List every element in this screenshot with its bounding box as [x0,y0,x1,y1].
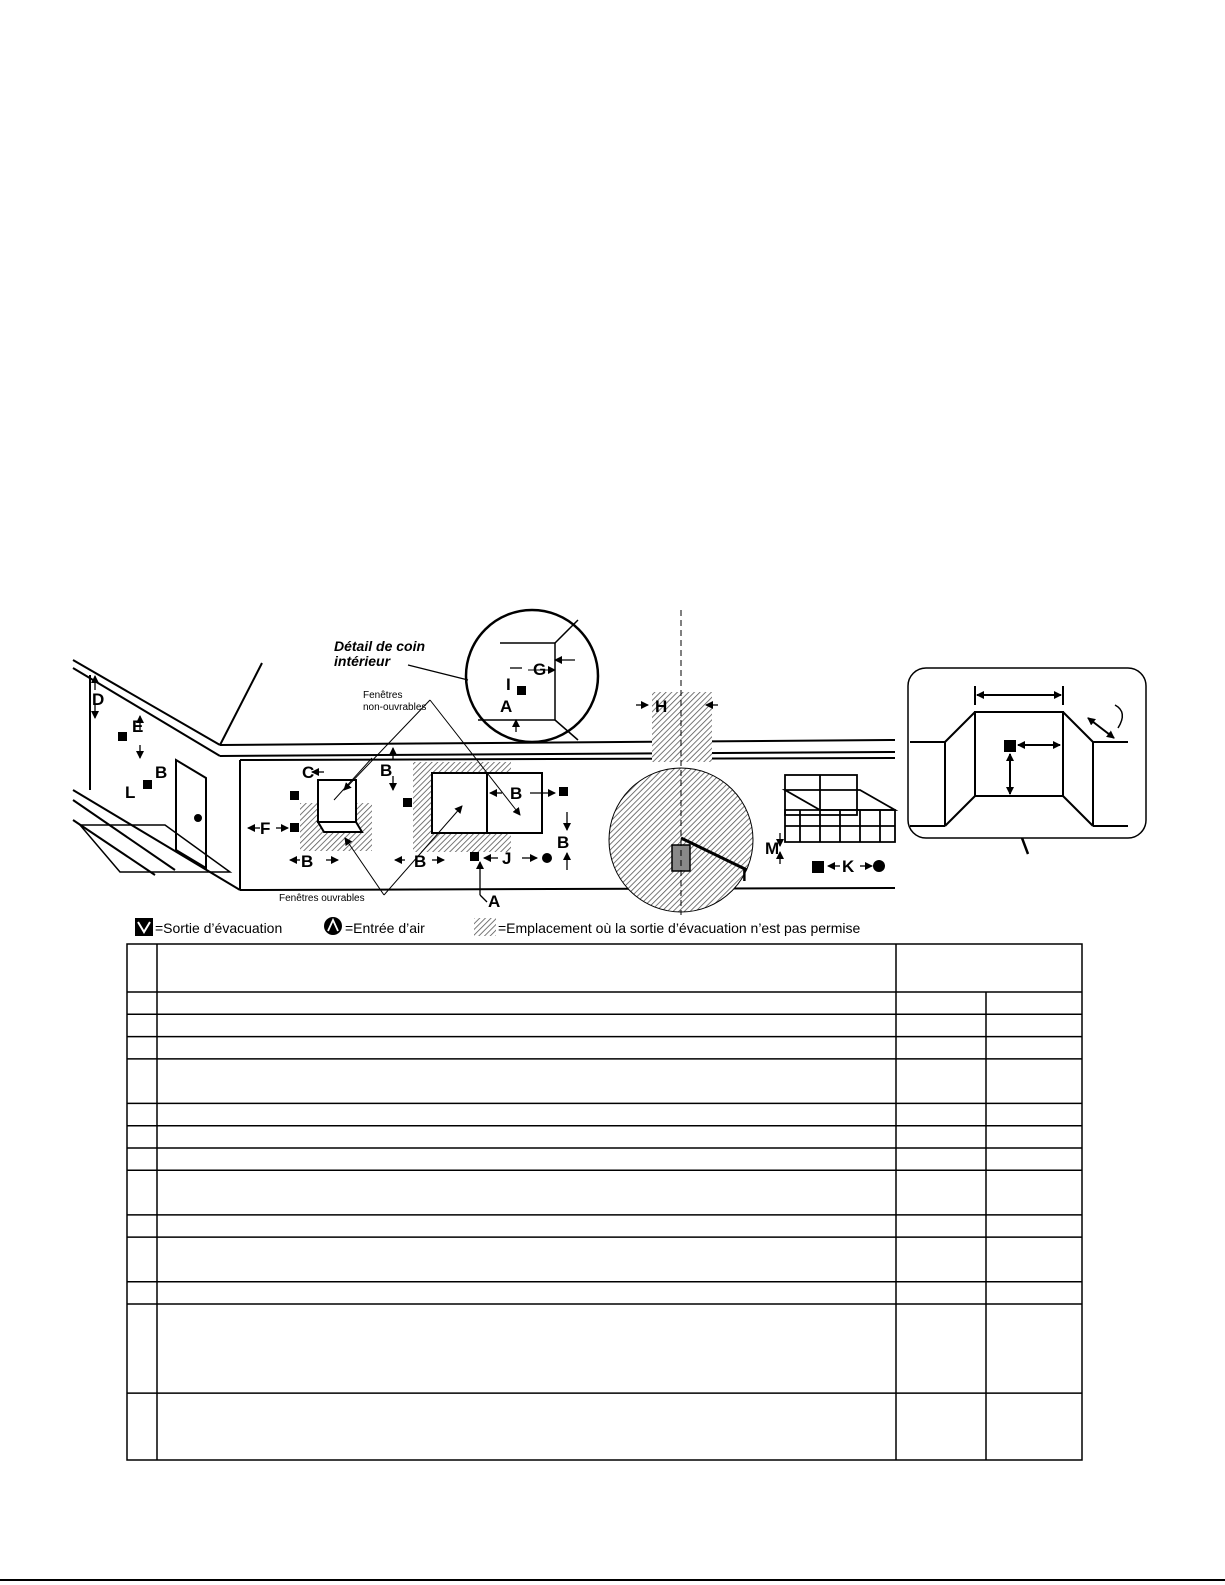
legend-prohibited: =Emplacement où la sortie d’évacuation n’est pas permise [498,920,861,936]
legend [135,917,860,936]
label-L: L [125,783,136,802]
label-B-2: B [380,761,393,780]
detail-title-2: intérieur [334,653,391,669]
label-C: C [302,763,315,782]
label-M: M [765,839,780,858]
label-G: G [533,660,547,679]
fixed-windows-2: non-ouvrables [363,702,427,713]
label-B-3: B [414,852,427,871]
label-A-detail: A [500,697,513,716]
overhang-inset [908,668,1146,854]
deck [785,775,895,842]
label-I-detail: I [506,675,511,694]
label-J: J [502,849,512,868]
label-A: A [488,892,501,911]
page-bottom-rule [0,1579,1225,1581]
label-I: I [742,866,747,885]
legend-intake: =Entrée d’air [345,920,425,936]
fixed-windows-1: Fenêtres [363,690,403,701]
label-B-4: B [510,784,523,803]
label-B-5: B [557,833,570,852]
prohibited-legend-icon [474,918,496,936]
opening-windows: Fenêtres ouvrables [279,893,365,904]
clearance-table [127,944,1082,1460]
legend-exhaust: =Sortie d’évacuation [155,920,283,936]
label-F: F [260,819,271,838]
label-E: E [132,717,144,736]
label-H: H [655,697,668,716]
label-D: D [92,690,105,709]
inset-vent-icon [1004,740,1016,752]
label-B-left: B [155,763,168,782]
detail-title-1: Détail de coin [334,638,426,654]
label-B-1: B [301,852,314,871]
inside-corner-detail [466,610,598,742]
label-K: K [842,857,855,876]
